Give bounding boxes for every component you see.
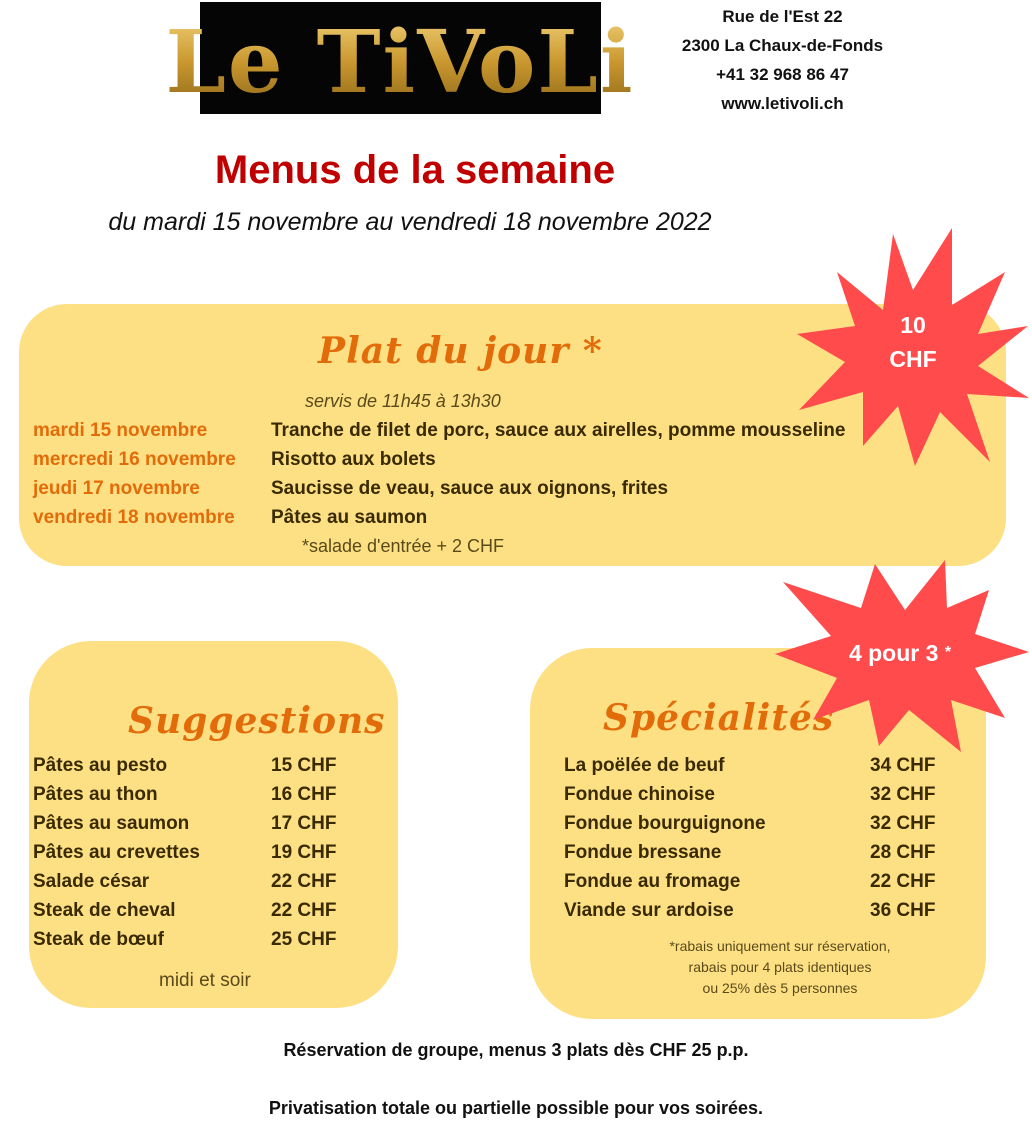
logo [165, 2, 635, 114]
item-name: Fondue chinoise [564, 784, 715, 805]
address-street: Rue de l'Est 22 [722, 7, 843, 26]
logo-text: Le TiVoLi [165, 12, 635, 113]
promo-badge-label: 4 pour 3 [848, 640, 939, 666]
item-price: 22 CHF [271, 900, 337, 921]
item-price: 34 CHF [870, 755, 936, 776]
item-name: Pâtes au thon [33, 784, 158, 805]
day-dish: Risotto aux bolets [271, 449, 436, 470]
item-name: Fondue bourguignone [564, 813, 766, 834]
footer-group-booking: Réservation de groupe, menus 3 plats dès CHF 25 p.p. [283, 1040, 749, 1060]
day-label: jeudi 17 novembre [33, 478, 200, 499]
item-price: 22 CHF [870, 871, 936, 892]
footer-privatisation: Privatisation totale ou partielle possible pour vos soirées. [268, 1098, 764, 1118]
served-hours: servis de 11h45 à 13h30 [305, 391, 501, 411]
day-dish: Tranche de filet de porc, sauce aux airelles, pomme mousseline [271, 420, 846, 441]
suggestions-heading: Suggestions [128, 700, 386, 742]
item-name: Fondue au fromage [564, 871, 741, 892]
day-label: mardi 15 novembre [33, 420, 208, 441]
suggestions-note: midi et soir [159, 970, 251, 991]
item-price: 32 CHF [870, 784, 936, 805]
page-subtitle: du mardi 15 novembre au vendredi 18 novembre 2022 [108, 208, 712, 236]
item-name: Pâtes au crevettes [33, 842, 200, 863]
plat-du-jour-heading: Plat du jour * [318, 330, 603, 372]
item-price: 25 CHF [271, 929, 337, 950]
item-price: 36 CHF [870, 900, 936, 921]
discount-note [630, 936, 930, 999]
page-title: Menus de la semaine [214, 148, 616, 192]
discount-note-line: *rabais uniquement sur réservation, [669, 938, 891, 954]
address-city: 2300 La Chaux-de-Fonds [681, 36, 884, 55]
promo-badge-asterisk: * [944, 644, 952, 661]
logo-graphic [165, 2, 635, 114]
item-name: Pâtes au pesto [33, 755, 168, 776]
item-name: Salade césar [33, 871, 150, 892]
day-dish: Saucisse de veau, sauce aux oignons, frites [271, 478, 669, 499]
item-name: Steak de cheval [33, 900, 176, 921]
item-price: 16 CHF [271, 784, 337, 805]
day-label: mercredi 16 novembre [33, 449, 236, 470]
price-badge-text [878, 308, 948, 376]
item-name: Fondue bressane [564, 842, 722, 863]
item-price: 28 CHF [870, 842, 936, 863]
discount-note-line: rabais pour 4 plats identiques [688, 959, 872, 975]
address-phone[interactable]: +41 32 968 86 47 [716, 65, 849, 84]
item-name: Pâtes au saumon [33, 813, 190, 834]
item-price: 17 CHF [271, 813, 337, 834]
salad-note: *salade d'entrée + 2 CHF [302, 536, 505, 556]
item-price: 32 CHF [870, 813, 936, 834]
item-price: 22 CHF [271, 871, 337, 892]
day-dish: Pâtes au saumon [271, 507, 428, 528]
item-name: Viande sur ardoise [564, 900, 734, 921]
price-badge-currency: CHF [889, 346, 937, 372]
address-website[interactable]: www.letivoli.ch [721, 94, 844, 113]
item-name: La poëlée de beuf [564, 755, 725, 776]
promo-badge-text [830, 638, 970, 668]
day-label: vendredi 18 novembre [33, 507, 235, 528]
address-block [640, 2, 925, 118]
discount-note-line: ou 25% dès 5 personnes [702, 980, 858, 996]
item-name: Steak de bœuf [33, 929, 164, 950]
item-price: 15 CHF [271, 755, 337, 776]
item-price: 19 CHF [271, 842, 337, 863]
specialites-heading: Spécialités [603, 697, 835, 739]
price-badge-value: 10 [900, 312, 926, 338]
